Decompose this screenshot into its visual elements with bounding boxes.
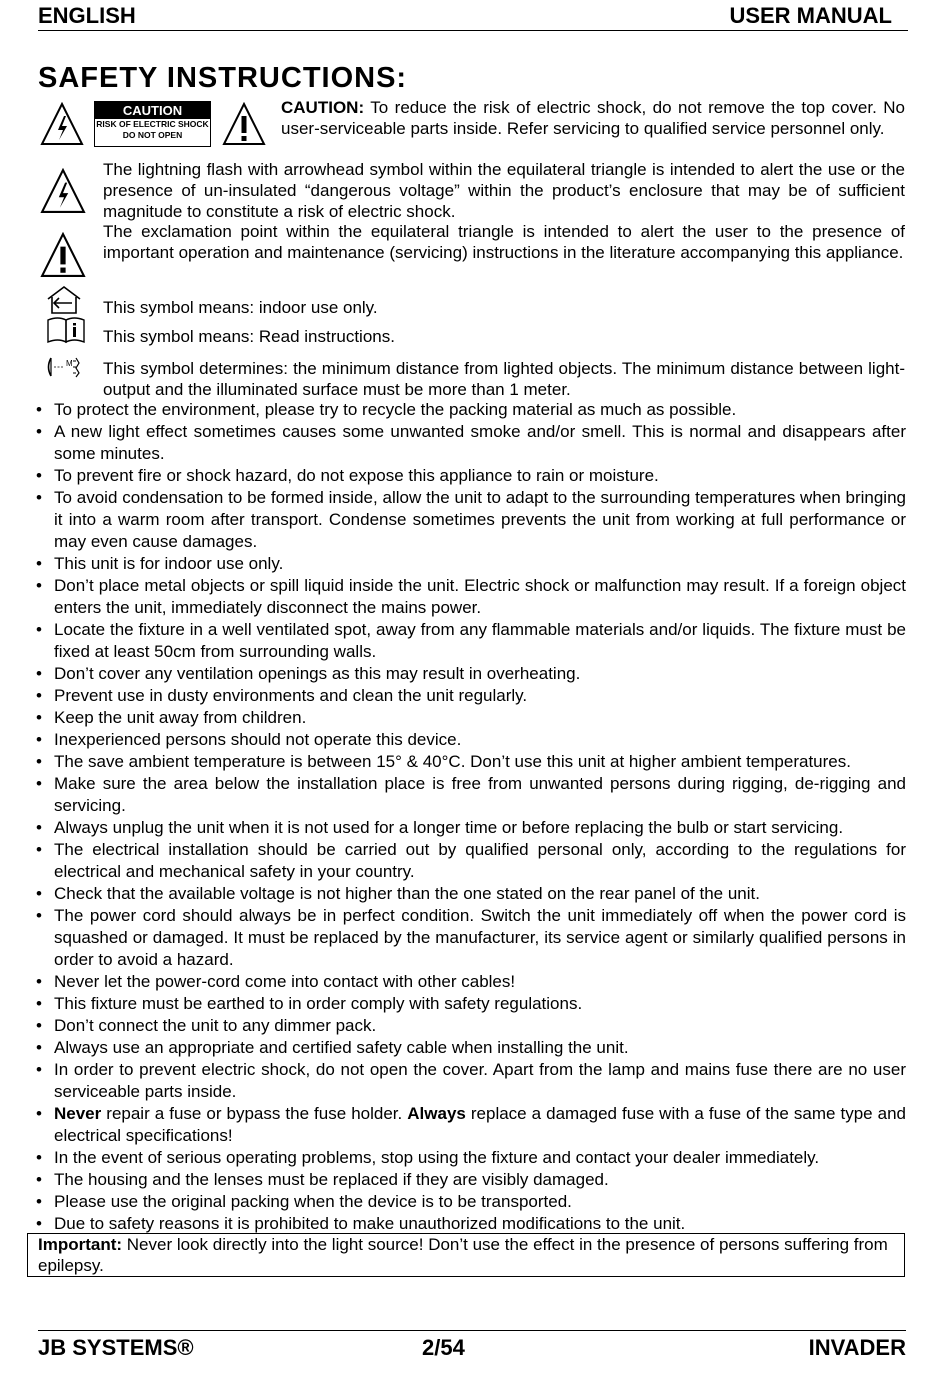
list-item: • A new light effect sometimes causes some unwanted smoke and/or smell. This is normal and disappears after some minutes. [30,421,906,465]
fuse-never-bold: Never [54,1104,102,1123]
list-item: • In the event of serious operating problems, stop using the fixture and contact your dealer immediately. [30,1147,906,1169]
list-item: • Don’t cover any ventilation openings as this may result in overheating. [30,663,906,685]
footer-product: INVADER [808,1335,906,1360]
caution-text-bold: CAUTION: [281,98,365,117]
list-item: • Locate the fixture in a well ventilated spot, away from any flammable materials and/or liquids. The fixture must be fixed at least 50cm from surrounding walls. [30,619,906,663]
read-symbol-text: This symbol means: Read instructions. [103,327,395,346]
header-language: ENGLISH [38,3,136,28]
page-footer [38,1330,906,1365]
footer-brand: JB SYSTEMS® [38,1335,194,1360]
list-item: • Please use the original packing when the device is to be transported. [30,1191,906,1213]
exclamation-triangle-icon [222,102,266,146]
list-item-fuse [30,1103,906,1147]
list-item: • Check that the available voltage is not higher than the one stated on the rear panel of the unit. [30,883,906,905]
list-item: • This unit is for indoor use only. [30,553,906,575]
exclamation-triangle-icon [40,232,86,278]
header-doc-type: USER MANUAL [729,3,892,28]
fuse-always-bold: Always [407,1104,466,1123]
list-item: • In order to prevent electric shock, do not open the cover. Apart from the lamp and mains fuse there are no user serviceable parts inside. [30,1059,906,1103]
list-item: • To avoid condensation to be formed inside, allow the unit to adapt to the surrounding temperatures when bringing it into a warm room after transport. Condense sometimes prevents the unit from working at full performance or may even cause damages. [30,487,906,553]
list-item: • This fixture must be earthed to in order comply with safety regulations. [30,993,906,1015]
read-instructions-icon [46,316,86,344]
indoor-symbol-text: This symbol means: indoor use only. [103,298,378,317]
caution-label-line1: RISK OF ELECTRIC SHOCK [96,119,209,129]
minimum-distance-icon [45,355,85,379]
list-item: • Make sure the area below the installation place is free from unwanted persons during rigging, de-rigging and servicing. [30,773,906,817]
list-item: • Always use an appropriate and certified safety cable when installing the unit. [30,1037,906,1059]
exclamation-symbol-text: The exclamation point within the equilateral triangle is intended to alert the user to the presence of important operation and maintenance (servicing) instructions in the literature accompanying this appliance. [103,222,905,262]
list-item: • Don’t connect the unit to any dimmer pack. [30,1015,906,1037]
list-item: • Always unplug the unit when it is not used for a longer time or before replacing the bulb or start servicing. [30,817,906,839]
lightning-triangle-icon [40,102,84,146]
fuse-text-2: replace a damaged fuse with a fuse of the same type and electrical specifications! [54,1104,906,1145]
lightning-triangle-icon [40,168,86,214]
distance-icon-label: M [66,359,73,368]
list-item: • The electrical installation should be carried out by qualified personal only, according to the regulations for electrical and mechanical safety in your country. [30,839,906,883]
page-number: 2/54 [422,1335,465,1360]
fuse-text-1: repair a fuse or bypass the fuse holder. [101,1104,408,1123]
page-title: SAFETY INSTRUCTIONS: [38,62,408,94]
page-header [38,2,908,31]
caution-label [94,101,211,147]
list-item: • The power cord should always be in perfect condition. Switch the unit immediately off when the power cord is squashed or damaged. It must be replaced by the manufacturer, its service agent or similarly qualified persons in order to avoid a hazard. [30,905,906,971]
important-text: Never look directly into the light source! Don’t use the effect in the presence of persons suffering from epilepsy. [38,1235,888,1275]
list-item: • To prevent fire or shock hazard, do not expose this appliance to rain or moisture. [30,465,906,487]
list-item: • Inexperienced persons should not operate this device. [30,729,906,751]
list-item: • Keep the unit away from children. [30,707,906,729]
safety-bullet-list [30,399,906,1235]
list-item: • Never let the power-cord come into contact with other cables! [30,971,906,993]
caution-text [281,97,905,139]
lightning-symbol-text: The lightning flash with arrowhead symbol within the equilateral triangle is intended to alert the use or the presence of un-insulated “dangerous voltage” within the product’s enclosure that may be of sufficient magnitude to constitute a risk of electric shock. [103,160,905,221]
list-item: • The housing and the lenses must be replaced if they are visibly damaged. [30,1169,906,1191]
list-item: • Don’t place metal objects or spill liquid inside the unit. Electric shock or malfunction may result. If a foreign object enters the unit, immediately disconnect the mains power. [30,575,906,619]
distance-symbol-text: This symbol determines: the minimum distance from lighted objects. The minimum distance between light-output and the illuminated surface must be more than 1 meter. [103,359,905,399]
important-notice-box [27,1233,905,1277]
important-label: Important: [38,1235,123,1254]
caution-text-body: To reduce the risk of electric shock, do not remove the top cover. No user-serviceable parts inside. Refer servicing to qualified service personnel only. [281,98,905,138]
caution-label-title: CAUTION [95,102,210,119]
list-item: • Prevent use in dusty environments and clean the unit regularly. [30,685,906,707]
list-item: • The save ambient temperature is between 15° & 40°C. Don’t use this unit at higher ambient temperatures. [30,751,906,773]
indoor-use-icon [46,285,82,315]
list-item: • To protect the environment, please try to recycle the packing material as much as possible. [30,399,906,421]
caution-label-line2: DO NOT OPEN [122,130,183,140]
list-item: • Due to safety reasons it is prohibited to make unauthorized modifications to the unit. [30,1213,906,1235]
